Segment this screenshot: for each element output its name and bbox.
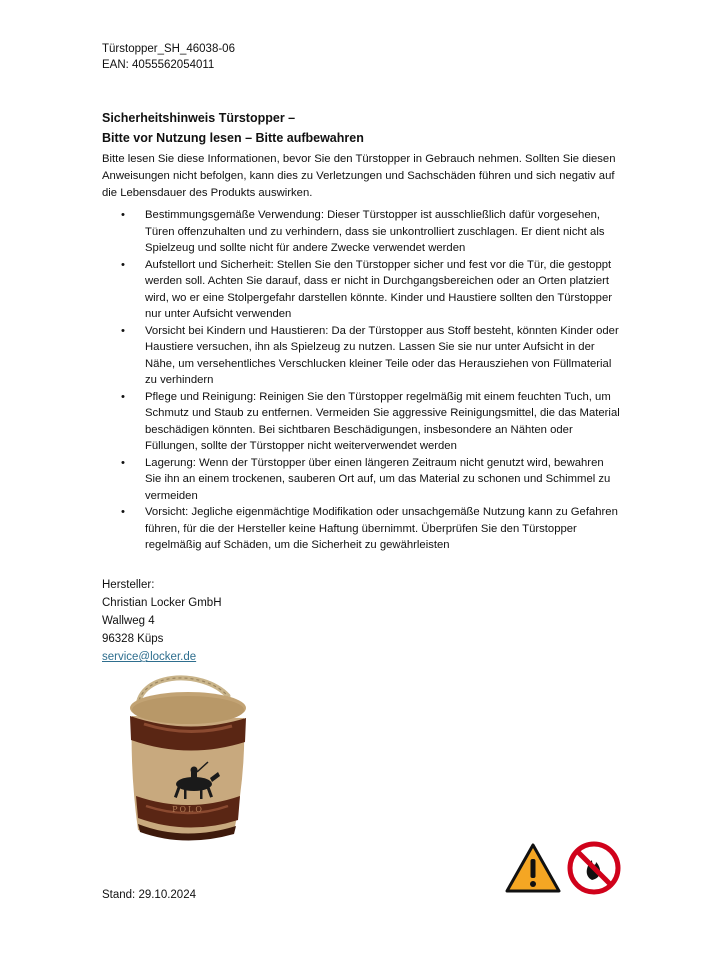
list-item-text: Aufstellort und Sicherheit: Stellen Sie den Türstopper sicher und fest vor die Tür, die gestoppt werden soll. Achten Sie darauf, dass er nicht in Durchgangsbereichen oder an Orten platziert wird, wo er eine Stolpergefahr darstellen könnte. Kinder und Haustiere sollten den Türstopper nur unter Aufsicht verwenden xyxy=(145,258,613,320)
bullet: • xyxy=(121,456,125,469)
manufacturer-email-link[interactable]: service@locker.de xyxy=(102,651,197,663)
article-number: Türstopper_SH_46038-06 xyxy=(102,43,235,55)
manufacturer-street: Wallweg 4 xyxy=(102,615,155,627)
list-item xyxy=(102,504,622,554)
list-item-text: Bestimmungsgemäße Verwendung: Dieser Türstopper ist ausschließlich dafür vorgesehen, Türen offenzuhalten und zu verhindern, dass sie unkontrolliert zuschlagen. Er dient nicht als Spielzeug und sollte nicht für andere Zwecke verwendet werden xyxy=(145,209,605,254)
no-open-flame-icon xyxy=(566,840,622,901)
list-item-text: Vorsicht bei Kindern und Haustieren: Da der Türstopper aus Stoff besteht, könnten Kinder oder Haustiere versuchen, ihn als Spielzeug zu nutzen. Lassen Sie sie nur unter Aufsicht in der Nähe, um versehentliches Verschlucken kleiner Teile oder das Herausziehen von Füllmaterial zu verhindern xyxy=(145,324,619,386)
manufacturer-label: Hersteller: xyxy=(102,579,155,591)
document-date: Stand: 29.10.2024 xyxy=(102,889,196,901)
list-item xyxy=(102,389,622,455)
list-item-text: Lagerung: Wenn der Türstopper über einen längeren Zeitraum nicht genutzt wird, bewahren Sie ihn an einem trockenen, sauberen Ort auf, um das Material zu schonen und Schimmel zu vermeiden xyxy=(145,456,611,502)
bullet: • xyxy=(121,324,125,337)
bullet: • xyxy=(121,209,125,221)
ean-code: EAN: 4055562054011 xyxy=(102,59,215,71)
manufacturer-name: Christian Locker GmbH xyxy=(102,597,222,609)
title-line-1: Sicherheitshinweis Türstopper – xyxy=(102,111,296,125)
list-item-text: Vorsicht: Jegliche eigenmächtige Modifikation oder unsachgemäße Nutzung kann zu Gefahren führen, für die der Hersteller keine Haftung übernimmt. Überprüfen Sie den Türstopper regelmäßig auf Schäden, um die Sicherheit zu gewährleisten xyxy=(145,506,618,551)
intro-paragraph: Bitte lesen Sie diese Informationen, bevor Sie den Türstopper in Gebrauch nehmen. Sollten Sie diesen Anweisungen nicht befolgen, kann dies zu Verletzungen und Sachschäden führen und sich negativ auf die Lebensdauer des Produkts auswirken. xyxy=(102,153,616,199)
bullet: • xyxy=(121,258,125,271)
document-title xyxy=(102,108,364,148)
product-print-text: POLO xyxy=(172,805,204,814)
list-item xyxy=(102,455,622,505)
bullet: • xyxy=(121,506,125,518)
list-item-text: Pflege und Reinigung: Reinigen Sie den Türstopper regelmäßig mit einem feuchten Tuch, um Schmutz und Staub zu entfernen. Vermeiden Sie aggressive Reinigungsmittel, die das Material beschädigen könnten. Bei sichtbaren Beschädigungen, insbesondere an Nähten oder Füllungen, sollte der Türstopper nicht weiterverwendet werden xyxy=(145,390,620,452)
list-item xyxy=(102,323,622,389)
document-header xyxy=(102,41,235,73)
safety-list xyxy=(102,207,622,554)
warning-triangle-icon xyxy=(504,842,562,899)
list-item xyxy=(102,207,622,257)
manufacturer-city: 96328 Küps xyxy=(102,633,164,645)
bullet: • xyxy=(121,390,125,403)
list-item xyxy=(102,257,622,323)
title-line-2: Bitte vor Nutzung lesen – Bitte aufbewahren xyxy=(102,131,364,145)
polo-door-stopper-image xyxy=(124,672,264,847)
manufacturer-block xyxy=(102,576,222,666)
